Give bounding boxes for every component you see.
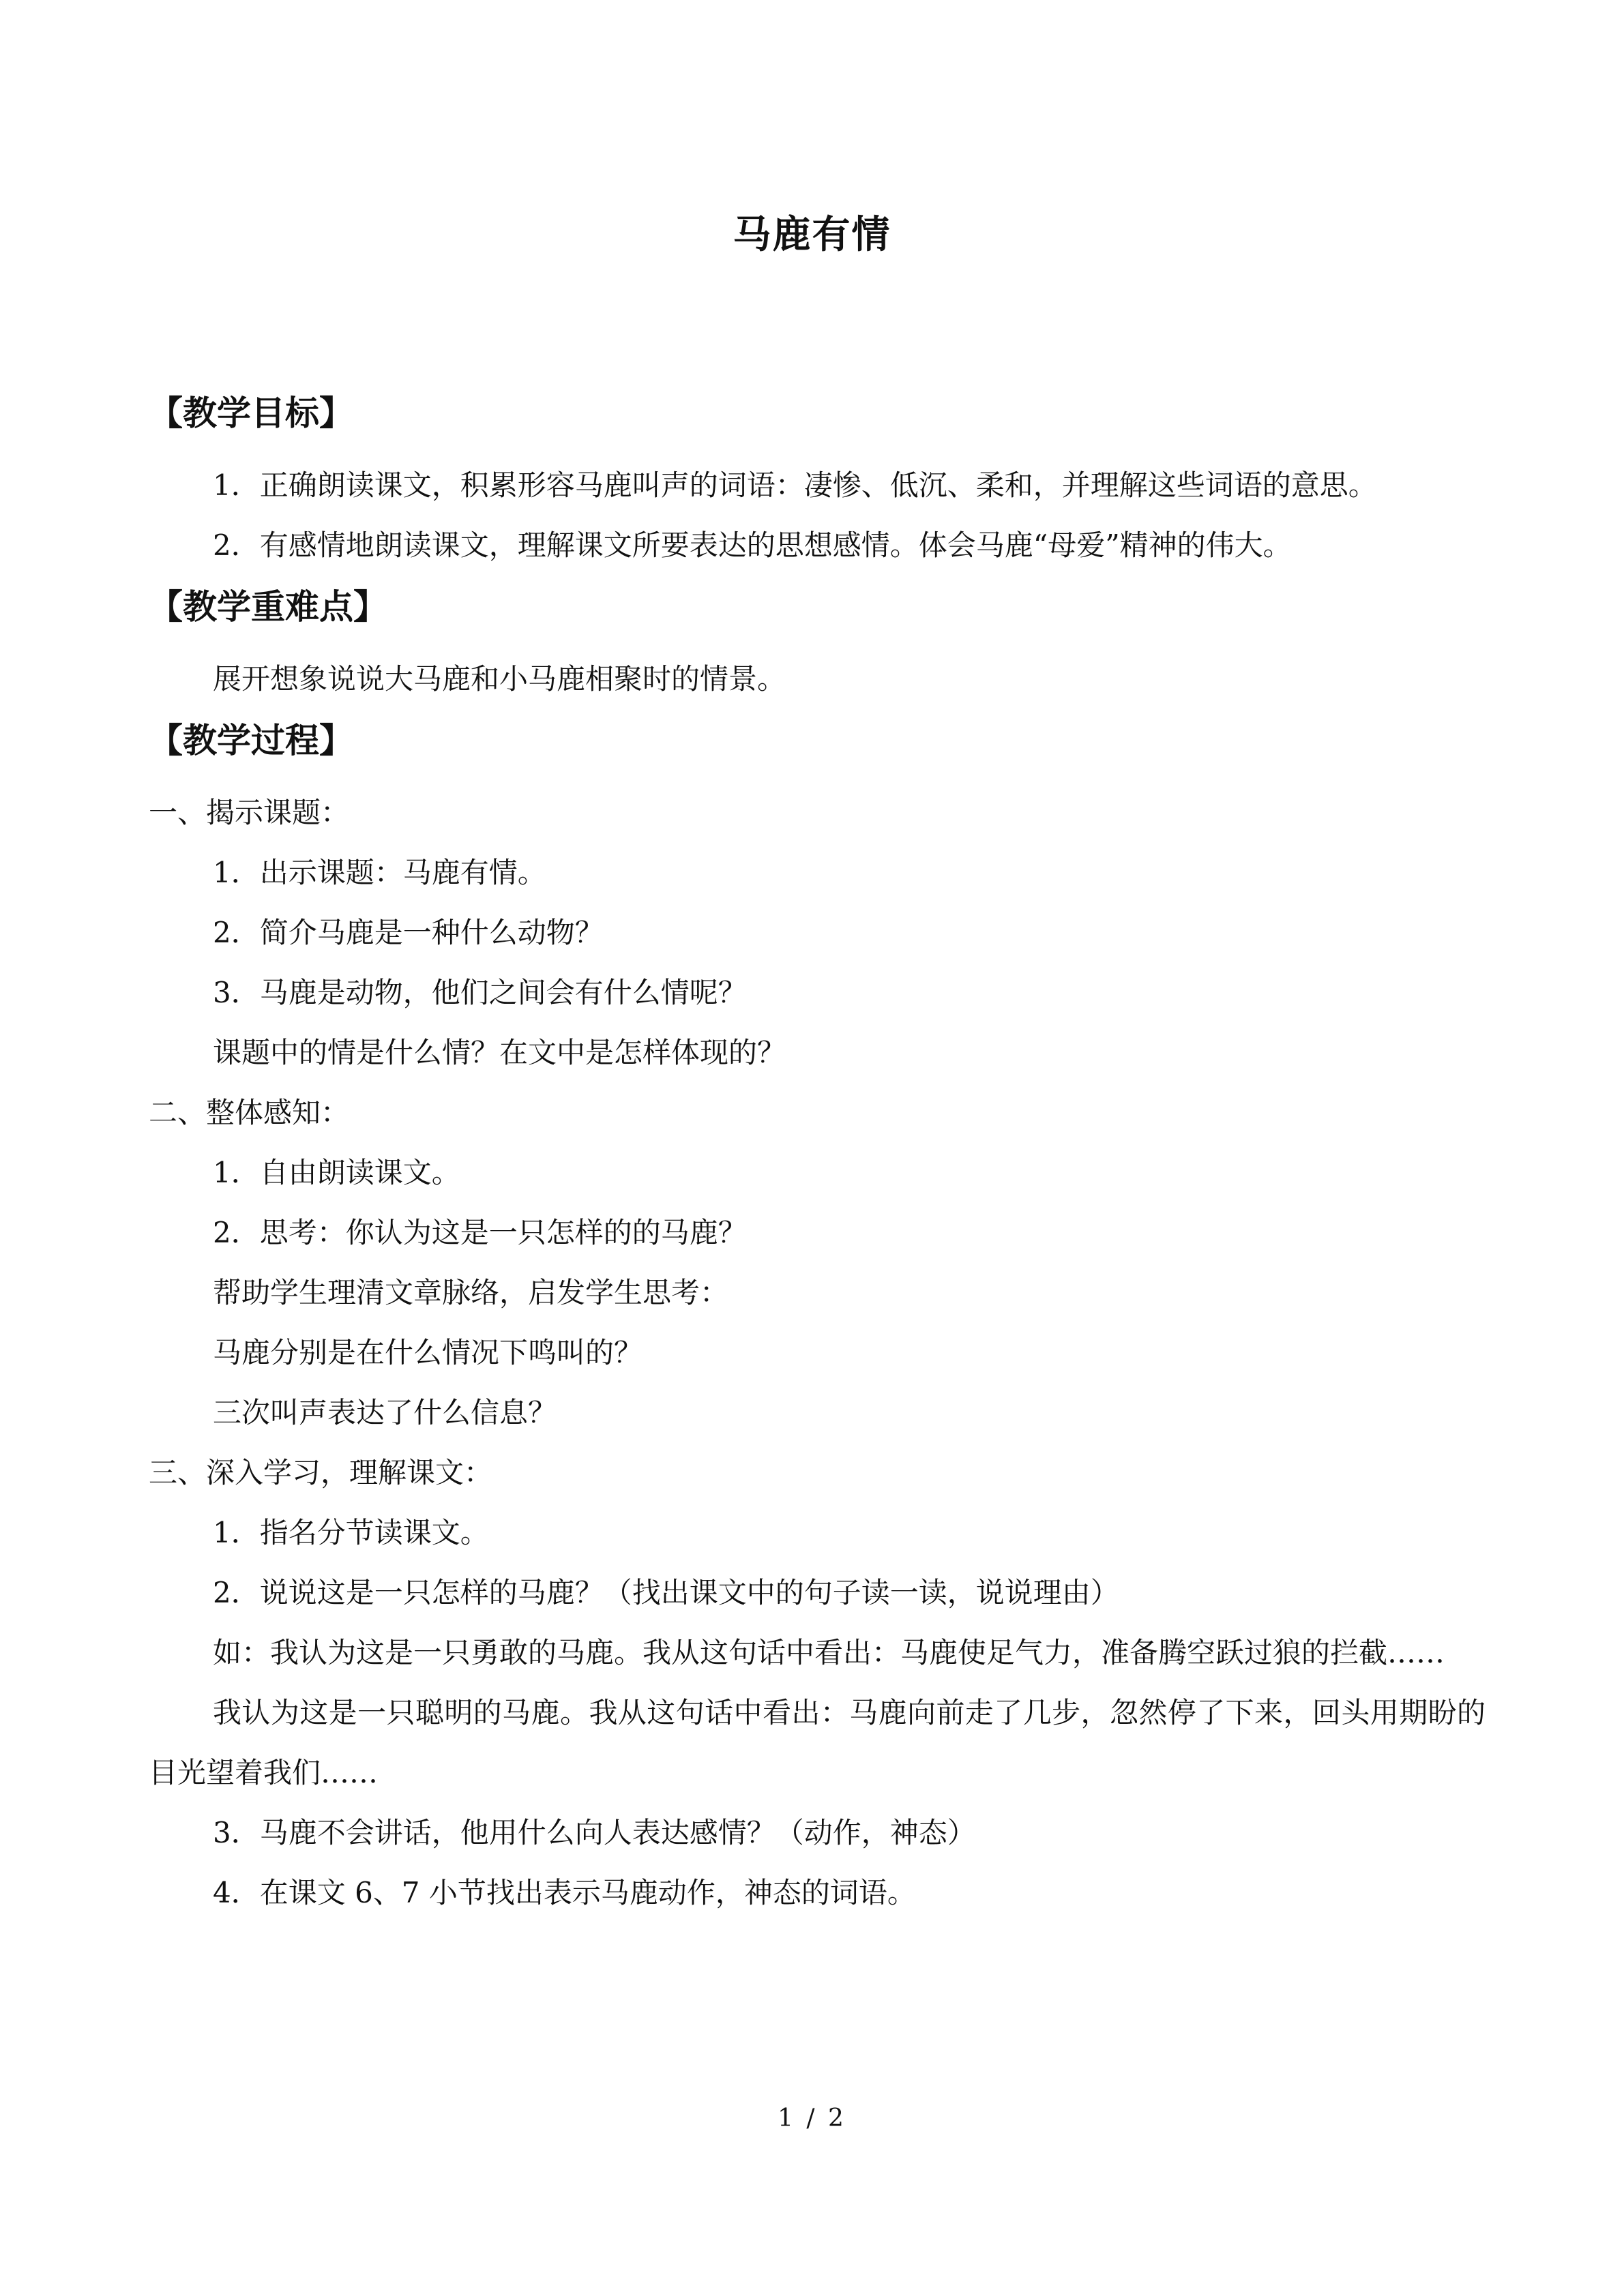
key-point-item: 展开想象说说大马鹿和小马鹿相聚时的情景。	[213, 662, 786, 696]
document-body	[149, 382, 1486, 1923]
process-line: 2．说说这是一只怎样的马鹿？（找出课文中的句子读一读，说说理由）	[213, 1576, 1119, 1609]
section-heading-process: 【教学过程】	[149, 721, 353, 760]
process-line: 帮助学生理清文章脉络，启发学生思考：	[213, 1276, 729, 1309]
process-line: 4．在课文 6、7 小节找出表示马鹿动作，神态的词语。	[213, 1876, 916, 1909]
process-line: 三次叫声表达了什么信息？	[213, 1396, 557, 1429]
process-line: 3．马鹿是动物，他们之间会有什么情呢？	[213, 976, 747, 1009]
process-line: 1．自由朗读课文。	[213, 1156, 460, 1189]
process-line: 2．思考：你认为这是一只怎样的的马鹿？	[213, 1216, 747, 1249]
goal-item: 2．有感情地朗读课文，理解课文所要表达的思想感情。体会马鹿“母爱”精神的伟大。	[213, 528, 1292, 562]
process-line: 1．出示课题：马鹿有情。	[213, 856, 546, 889]
page-number: 1 / 2	[778, 2104, 846, 2132]
process-step-heading: 二、整体感知：	[149, 1096, 350, 1129]
section-heading-key-points: 【教学重难点】	[149, 587, 387, 627]
process-line: 1．指名分节读课文。	[213, 1516, 489, 1549]
process-step-heading: 一、揭示课题：	[149, 796, 350, 829]
goal-item: 1．正确朗读课文，积累形容马鹿叫声的词语：凄惨、低沉、柔和，并理解这些词语的意思。	[213, 468, 1377, 502]
process-line: 3．马鹿不会讲话，他用什么向人表达感情？（动作，神态）	[213, 1816, 976, 1849]
process-line: 我认为这是一只聪明的马鹿。我从这句话中看出：马鹿向前走了几步，忽然停了下来，回头用期盼的目光望着我们……	[149, 1696, 1486, 1789]
section-heading-goals: 【教学目标】	[149, 393, 353, 433]
document-title: 马鹿有情	[733, 213, 891, 257]
process-step-heading: 三、深入学习，理解课文：	[149, 1456, 493, 1489]
process-line: 课题中的情是什么情？在文中是怎样体现的？	[213, 1036, 786, 1069]
process-line: 如：我认为这是一只勇敢的马鹿。我从这句话中看出：马鹿使足气力，准备腾空跃过狼的拦截……	[213, 1636, 1445, 1669]
process-line: 马鹿分别是在什么情况下鸣叫的？	[213, 1336, 643, 1369]
process-line: 2．简介马鹿是一种什么动物？	[213, 916, 604, 949]
